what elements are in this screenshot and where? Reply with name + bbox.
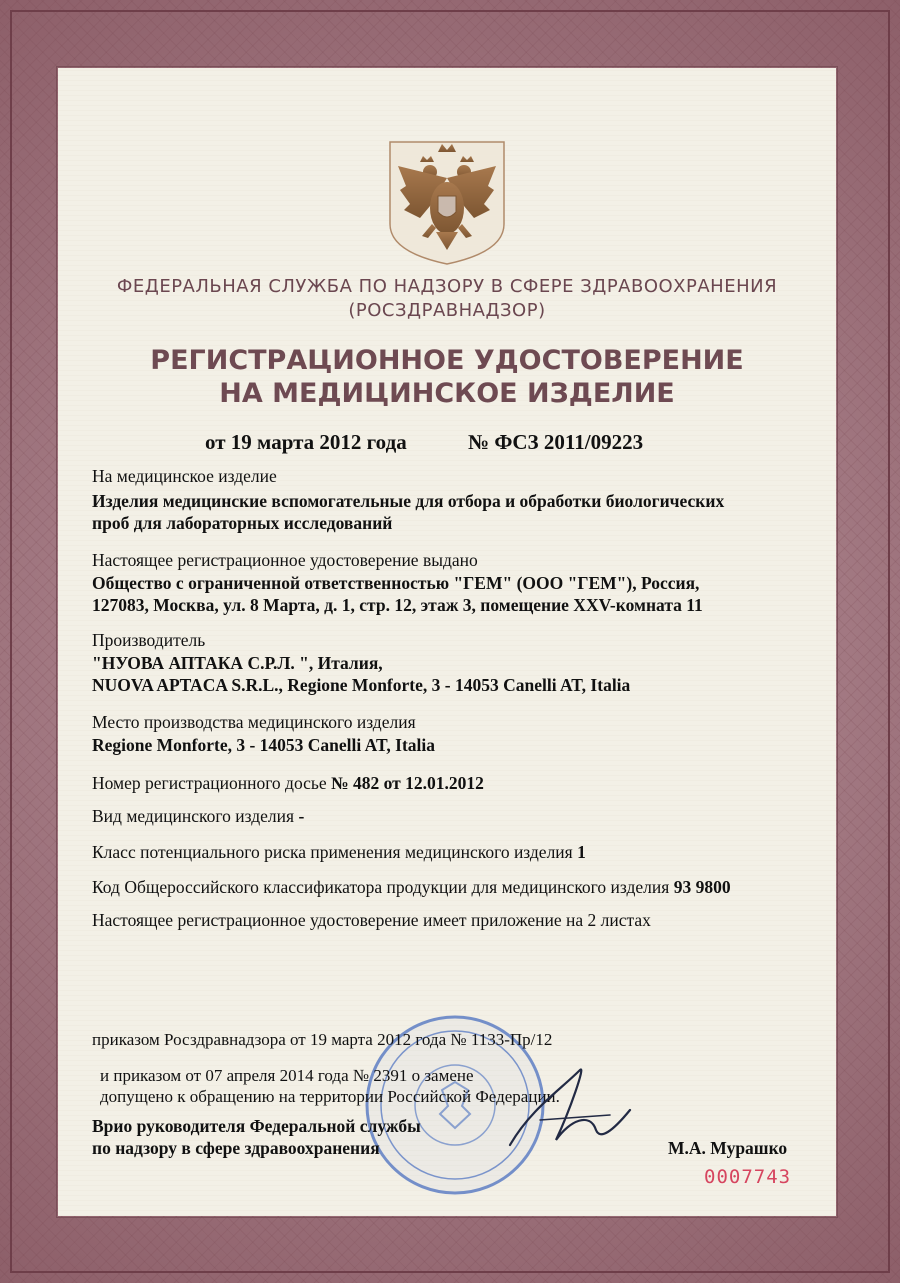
document-subtitle: НА МЕДИЦИНСКОЕ ИЗДЕЛИЕ bbox=[219, 378, 675, 409]
issue-date: от 19 марта 2012 года bbox=[205, 430, 407, 454]
signatory-position-line1: Врио руководителя Федеральной службы bbox=[92, 1116, 421, 1136]
production-site-value: Regione Monforte, 3 - 14053 Canelli AT, Italia bbox=[92, 735, 435, 755]
okp-code-line bbox=[92, 877, 731, 898]
appendix-note: Настоящее регистрационное удостоверение имеет приложение на 2 листах bbox=[92, 910, 651, 930]
manufacturer-line1: "НУОВА АПТАКА С.Р.Л. ", Италия, bbox=[92, 653, 383, 673]
order-line2: и приказом от 07 апреля 2014 года № 2391 о замене bbox=[100, 1066, 474, 1085]
signatory-position-line2: по надзору в сфере здравоохранения bbox=[92, 1138, 380, 1158]
risk-class-label: Класс потенциального риска применения медицинского изделия bbox=[92, 842, 573, 862]
dossier-label: Номер регистрационного досье bbox=[92, 773, 327, 793]
serial-number: 0007743 bbox=[704, 1166, 792, 1188]
issued-to-label: Настоящее регистрационное удостоверение выдано bbox=[92, 550, 478, 570]
device-label: На медицинское изделие bbox=[92, 466, 277, 486]
okp-code-label: Код Общероссийского классификатора продукции для медицинского изделия bbox=[92, 877, 670, 897]
order-line3: допущено к обращению на территории Российской Федерации. bbox=[100, 1087, 560, 1106]
risk-class-line bbox=[92, 842, 586, 863]
risk-class-value: 1 bbox=[577, 842, 586, 862]
document-title: РЕГИСТРАЦИОННОЕ УДОСТОВЕРЕНИЕ bbox=[150, 345, 744, 376]
signature-icon bbox=[500, 1050, 640, 1160]
signatory-name: М.А. Мурашко bbox=[668, 1138, 788, 1158]
issued-to-line2: 127083, Москва, ул. 8 Марта, д. 1, стр. 12, этаж 3, помещение XXV-комната 11 bbox=[92, 595, 703, 615]
production-site-label: Место производства медицинского изделия bbox=[92, 712, 416, 732]
device-name-line2: проб для лабораторных исследований bbox=[92, 513, 393, 533]
agency-abbreviation: (РОСЗДРАВНАДЗОР) bbox=[348, 300, 546, 321]
order-line1: приказом Росздравнадзора от 19 марта 2012 года № 1133-Пр/12 bbox=[92, 1030, 553, 1049]
dossier-value: № 482 от 12.01.2012 bbox=[331, 773, 484, 793]
issued-to-line1: Общество с ограниченной ответственностью "ГЕМ" (ООО "ГЕМ"), Россия, bbox=[92, 573, 700, 593]
device-type-line bbox=[92, 806, 304, 827]
device-name-line1: Изделия медицинские вспомогательные для отбора и обработки биологических bbox=[92, 491, 725, 511]
device-type-label: Вид медицинского изделия bbox=[92, 806, 295, 826]
dossier-line bbox=[92, 773, 484, 794]
registration-number: № ФСЗ 2011/09223 bbox=[468, 430, 644, 454]
coat-of-arms-icon bbox=[386, 138, 508, 266]
device-type-value: - bbox=[298, 806, 305, 826]
manufacturer-label: Производитель bbox=[92, 630, 206, 650]
agency-name: ФЕДЕРАЛЬНАЯ СЛУЖБА ПО НАДЗОРУ В СФЕРЕ ЗДРАВООХРАНЕНИЯ bbox=[116, 276, 778, 297]
manufacturer-line2: NUOVA APTACA S.R.L., Regione Monforte, 3 - 14053 Canelli AT, Italia bbox=[92, 675, 631, 695]
okp-code-value: 93 9800 bbox=[673, 877, 731, 897]
